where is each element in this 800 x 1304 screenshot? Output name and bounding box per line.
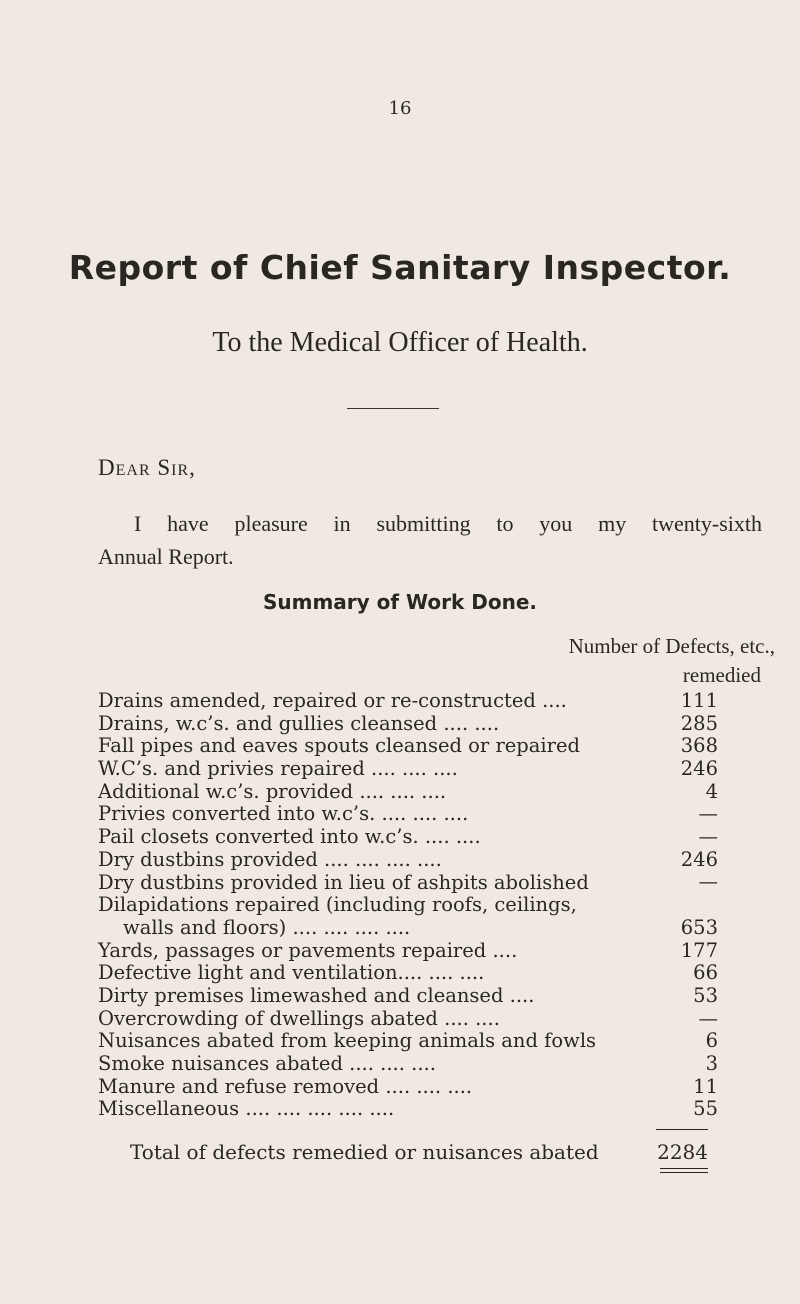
table-row xyxy=(98,1076,718,1099)
row-value: — xyxy=(698,870,718,894)
row-label: Overcrowding of dwellings abated .... .... xyxy=(98,1006,500,1030)
summary-heading: Summary of Work Done. xyxy=(262,590,538,614)
row-value: — xyxy=(698,825,718,849)
row-value: 55 xyxy=(693,1097,718,1121)
row-label: Fall pipes and eaves spouts cleansed or repaired xyxy=(98,734,580,758)
row-label: Dirty premises limewashed and cleansed .... xyxy=(98,983,535,1007)
row-value: 111 xyxy=(680,688,718,712)
table-row xyxy=(98,803,718,826)
row-value: 4 xyxy=(705,779,718,803)
separator-rule xyxy=(347,408,439,409)
row-label: Yards, passages or pavements repaired .... xyxy=(98,938,518,962)
table-row xyxy=(98,1008,718,1031)
row-value: 246 xyxy=(680,847,718,871)
row-label: Defective light and ventilation.... .... .... xyxy=(98,961,485,985)
row-label: Nuisances abated from keeping animals and fowls xyxy=(98,1029,597,1053)
table-row xyxy=(98,690,718,713)
row-value: 285 xyxy=(680,711,718,735)
row-label: Dry dustbins provided .... .... .... .... xyxy=(98,847,442,871)
row-value: 53 xyxy=(693,983,718,1007)
row-label: Pail closets converted into w.c’s. .... .... xyxy=(98,825,481,849)
row-label: Miscellaneous .... .... .... .... .... xyxy=(98,1097,395,1121)
row-value: — xyxy=(698,802,718,826)
addressee-line: To the Medical Officer of Health. xyxy=(212,327,588,358)
row-value: 653 xyxy=(680,915,718,939)
table-row xyxy=(98,940,718,963)
total-double-rule xyxy=(660,1168,708,1173)
row-label xyxy=(98,894,718,939)
row-value: 246 xyxy=(680,757,718,781)
table-row xyxy=(98,781,718,804)
table-row xyxy=(98,1098,718,1121)
column-header-line-2: remedied xyxy=(682,663,761,687)
table-row xyxy=(98,849,718,872)
row-label: Drains, w.c’s. and gullies cleansed .... .... xyxy=(98,711,500,735)
table-row xyxy=(98,894,718,939)
row-value: — xyxy=(698,1006,718,1030)
row-value: 368 xyxy=(680,734,718,758)
row-value: 177 xyxy=(680,938,718,962)
row-value: 6 xyxy=(705,1029,718,1053)
table-row xyxy=(98,713,718,736)
total-rule xyxy=(656,1129,708,1130)
page-number: 16 xyxy=(388,98,412,119)
row-label: Smoke nuisances abated .... .... .... xyxy=(98,1052,436,1076)
intro-paragraph xyxy=(98,507,762,573)
table-row xyxy=(98,985,718,1008)
row-value: 3 xyxy=(705,1052,718,1075)
column-header-line-1: Number of Defects, etc., xyxy=(568,634,775,658)
table-row xyxy=(98,758,718,781)
report-title: Report of Chief Sanitary Inspector. xyxy=(68,248,732,287)
row-label: Manure and refuse removed .... .... .... xyxy=(98,1074,473,1098)
row-value: 11 xyxy=(693,1074,718,1098)
intro-line-2: Annual Report. xyxy=(98,544,234,569)
total-label: Total of defects remedied or nuisances abated xyxy=(130,1140,599,1164)
table-row xyxy=(98,826,718,849)
total-row xyxy=(130,1140,708,1164)
table-row xyxy=(98,1030,718,1053)
row-label: Dry dustbins provided in lieu of ashpits abolished xyxy=(98,870,589,894)
total-value: 2284 xyxy=(657,1140,708,1164)
row-value: 66 xyxy=(693,961,718,985)
column-header xyxy=(455,632,775,690)
table-row xyxy=(98,872,718,895)
row-label-line-1: Dilapidations repaired (including roofs, ceilings, xyxy=(98,893,577,917)
table-row xyxy=(98,735,718,758)
table-row xyxy=(98,962,718,985)
row-label: W.C’s. and privies repaired .... .... .... xyxy=(98,757,458,781)
row-label: Privies converted into w.c’s. .... .... .... xyxy=(98,802,469,826)
row-label: Additional w.c’s. provided .... .... .... xyxy=(98,779,447,803)
table-row xyxy=(98,1053,718,1076)
salutation: Dear Sir, xyxy=(98,455,196,480)
row-label-line-2: walls and floors) .... .... .... .... xyxy=(123,915,411,939)
row-label: Drains amended, repaired or re-constructed .... xyxy=(98,689,567,712)
defects-table xyxy=(98,690,718,1121)
intro-line-1: I have pleasure in submitting to you my twenty-sixth xyxy=(134,511,762,536)
